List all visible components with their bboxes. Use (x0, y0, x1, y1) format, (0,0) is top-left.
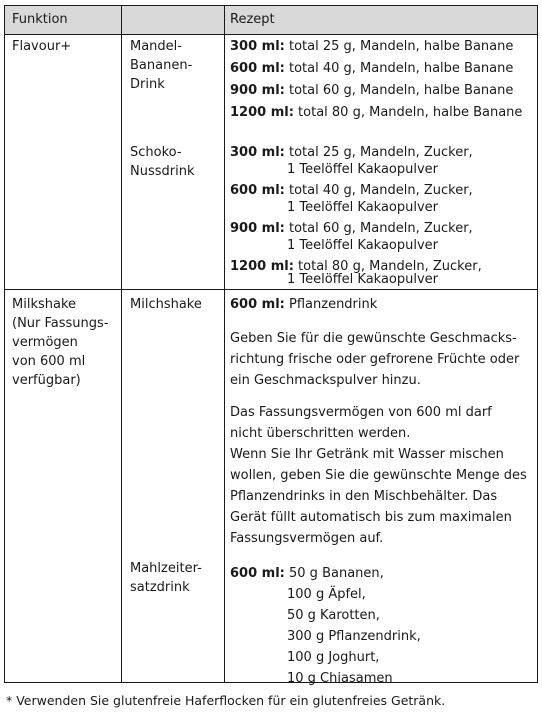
header-rezept: Rezept (230, 12, 275, 27)
header-funktion: Funktion (12, 12, 68, 27)
recipe-paragraph-line: Geben Sie für die gewünschte Geschmacks- (230, 331, 517, 346)
header-divider (5, 34, 537, 35)
recipe-line: 600 ml: total 40 g, Mandeln, halbe Banane (230, 61, 514, 76)
recipe-line-continued: 1 Teelöffel Kakaopulver (287, 162, 439, 177)
recipe-paragraph-line: ein Geschmackspulver hinzu. (230, 373, 421, 388)
funktion-flavour: Flavour+ (12, 39, 72, 54)
drink-name-line: Schoko- (130, 145, 182, 160)
recipe-paragraph-line: nicht überschritten werden. (230, 426, 411, 441)
recipe-paragraph-line: Fassungsvermögen auf. (230, 531, 384, 546)
recipe-line-continued: 1 Teelöffel Kakaopulver (287, 272, 439, 287)
ingredient-line: 100 g Joghurt, (287, 650, 380, 665)
recipe-paragraph-line: Gerät füllt automatisch bis zum maximalen (230, 510, 512, 525)
ingredient-line: 100 g Äpfel, (287, 587, 366, 602)
recipe-paragraph-line: Das Fassungsvermögen von 600 ml darf (230, 405, 492, 420)
recipe-line: 1200 ml: total 80 g, Mandeln, Zucker, (230, 259, 482, 274)
recipe-line-continued: 1 Teelöffel Kakaopulver (287, 238, 439, 253)
recipe-table (4, 5, 538, 686)
drink-name-line: Mahlzeiter- (130, 561, 202, 576)
column-divider-2 (224, 6, 225, 682)
drink-name-line: Bananen- (130, 58, 193, 73)
drink-name-line: Nussdrink (130, 164, 195, 179)
drink-name-line: Milchshake (130, 297, 202, 312)
drink-name-line: Drink (130, 77, 165, 92)
recipe-paragraph-line: Wenn Sie Ihr Getränk mit Wasser mischen (230, 447, 504, 462)
recipe-line: 900 ml: total 60 g, Mandeln, halbe Banane (230, 83, 514, 98)
recipe-paragraph-line: wollen, geben Sie die gewünschte Menge des (230, 468, 527, 483)
ingredient-line: 50 g Karotten, (287, 608, 380, 623)
drink-name-line: Mandel- (130, 39, 182, 54)
recipe-paragraph-line: Pflanzendrinks in den Mischbehälter. Das (230, 489, 498, 504)
recipe-line: 900 ml: total 60 g, Mandeln, Zucker, (230, 221, 473, 236)
recipe-paragraph-line: richtung frische oder gefrorene Früchte oder (230, 352, 520, 367)
funktion-milkshake: vermögen (12, 335, 78, 350)
column-divider-1 (121, 6, 122, 682)
footnote: * Verwenden Sie glutenfreie Haferflocken für ein glutenfreies Getränk. (6, 693, 446, 708)
funktion-milkshake: von 600 ml (12, 354, 86, 369)
recipe-line: 300 ml: total 25 g, Mandeln, halbe Banane (230, 39, 514, 54)
recipe-line: 600 ml: Pflanzendrink (230, 297, 378, 312)
funktion-milkshake: Milkshake (12, 297, 77, 312)
ingredient-line: 300 g Pflanzendrink, (287, 629, 421, 644)
recipe-line-continued: 1 Teelöffel Kakaopulver (287, 200, 439, 215)
recipe-line: 300 ml: total 25 g, Mandeln, Zucker, (230, 145, 473, 160)
funktion-milkshake: (Nur Fassungs- (12, 316, 109, 331)
recipe-line: 600 ml: total 40 g, Mandeln, Zucker, (230, 183, 473, 198)
funktion-milkshake: verfügbar) (12, 373, 81, 388)
drink-name-line: satzdrink (130, 580, 190, 595)
ingredient-line: 10 g Chiasamen (287, 671, 393, 686)
row-divider (5, 289, 537, 290)
recipe-line: 1200 ml: total 80 g, Mandeln, halbe Banane (230, 105, 523, 120)
recipe-line: 600 ml: 50 g Bananen, (230, 566, 384, 581)
